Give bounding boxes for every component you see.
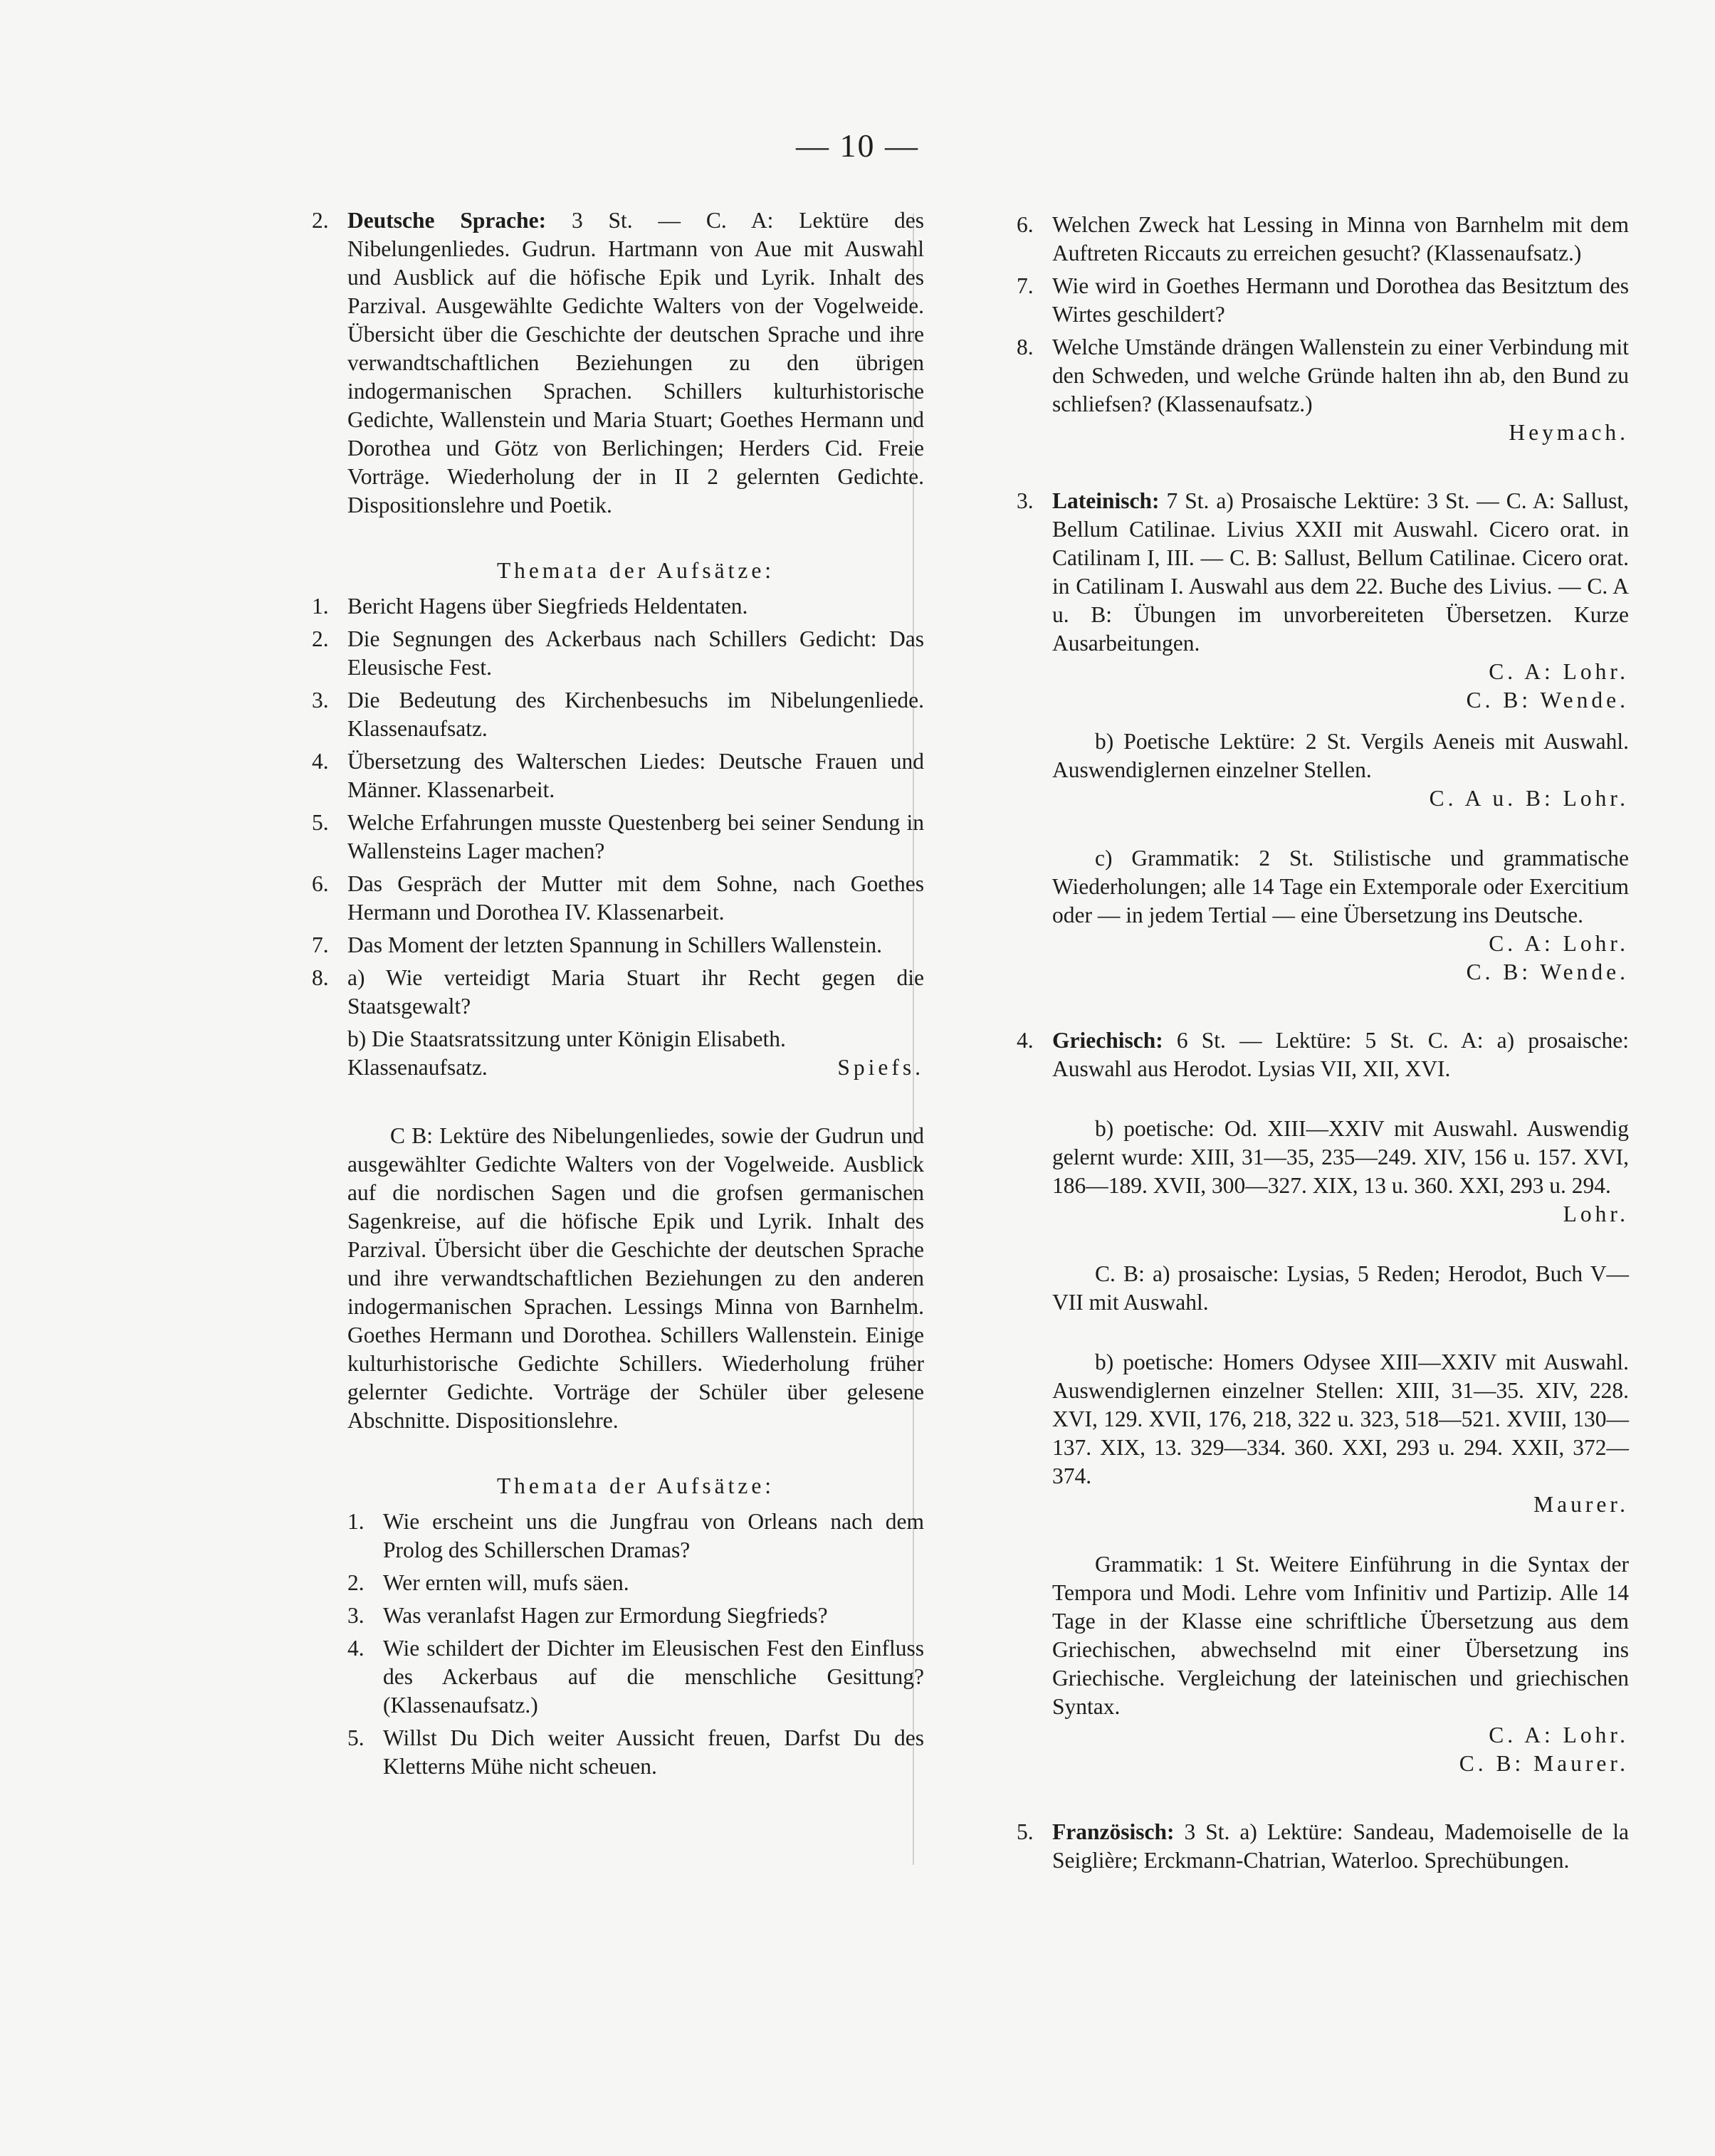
teacher-signature: Spiefs.: [837, 1055, 924, 1080]
item-number: 8.: [312, 965, 329, 990]
item-text: Was veranlafst Hagen zur Ermordung Siegfrieds?: [383, 1603, 828, 1628]
teacher-signature: C. A: Lohr.: [1489, 659, 1629, 684]
section-text: 3 St. — C. A: Lektüre des Nibelungenliedes. Gudrun. Hartmann von Aue mit Auswahl und Ausblick auf die höfische Epik und Lyrik. Inhalt des Parzival. Ausgewählte Gedichte Walters von der Vogelweide. Übersicht über die Geschichte der deutschen Sprache und ihre verwandtschaftlichen Beziehungen zu den übrigen indogermanischen Sprachen. Schillers kulturhistorische Gedichte, Wallenstein und Maria Stuart; Goethes Hermann und Dorothea und Götz von Berlichingen; Herders Cid. Freie Vorträge. Wiederholung der in II 2 gelernten Gedichte. Dispositionslehre und Poetik.: [347, 208, 925, 517]
section-heading: Lateinisch:: [1052, 488, 1160, 513]
latein-c-paragraph: c) Grammatik: 2 St. Stilistische und grammatische Wiederholungen; alle 14 Tage ein Extemporale oder Exercitium oder — in jedem Tertial — eine Übersetzung ins Deutsche.: [1052, 846, 1629, 927]
item-number: 7.: [1017, 273, 1034, 298]
teacher-signature: C. B: Wende.: [1466, 688, 1629, 712]
list-item: [1017, 333, 1629, 419]
item-number: 2.: [312, 626, 329, 651]
section-heading: Französisch:: [1052, 1819, 1175, 1844]
themata-heading: Themata der Aufsätze:: [496, 558, 775, 583]
item-text: Bericht Hagens über Siegfrieds Heldentaten.: [347, 594, 748, 619]
item-text: a) Wie verteidigt Maria Stuart ihr Recht gegen die Staatsgewalt?: [347, 965, 924, 1019]
teacher-signature: C. A: Lohr.: [1489, 931, 1629, 956]
griechisch-b-paragraph: b) poetische: Od. XIII—XXIV mit Auswahl. Auswendig gelernt wurde: XIII, 31—35, 235—249. XIV, 156 u. 157. XVI, 186—189. XVII, 300—327. XIX, 13 u. 360. XXI, 293 u. 294.: [1052, 1116, 1629, 1198]
teacher-signature: C. B: Wende.: [1466, 959, 1629, 984]
item-number: 6.: [1017, 212, 1034, 237]
left-column: [312, 206, 924, 1781]
section-heading: Griechisch:: [1052, 1028, 1163, 1053]
list-item: [347, 1724, 924, 1781]
themata-list-b: [312, 1508, 924, 1781]
right-column: [1017, 206, 1629, 1875]
list-item: [312, 686, 924, 743]
item-number: 7.: [312, 932, 329, 957]
cb-paragraph: C B: Lektüre des Nibelungenliedes, sowie der Gudrun und ausgewählter Gedichte Walters von der Vogelweide. Ausblick auf die nordischen Sagen und die grofsen germanischen Sagenkreise, auf die höfische Epik und Lyrik. Inhalt des Parzival. Übersicht über die Geschichte der deutschen Sprache und ihre verwandtschaftlichen Beziehungen zu den anderen indogermanischen Sprachen. Lessings Minna von Barnhelm. Goethes Hermann und Dorothea. Schillers Wallenstein. Einige kulturhistorische Gedichte Schillers. Wiederholung früher gelernter Gedichte. Vorträge der Schüler über gelesene Abschnitte. Dispositionslehre.: [347, 1123, 924, 1433]
teacher-signature: C. A: Lohr.: [1489, 1723, 1629, 1747]
item-text: Welche Erfahrungen musste Questenberg bei seiner Sendung in Wallensteins Lager machen?: [347, 810, 924, 863]
section-text: 3 St. a) Lektüre: Sandeau, Mademoiselle de la Seiglière; Erckmann-Chatrian, Waterloo. Sprechübungen.: [1052, 1819, 1629, 1873]
list-item: [347, 1634, 924, 1720]
list-item: [312, 870, 924, 927]
page-number: — 10 —: [796, 127, 919, 164]
item-text: Das Gespräch der Mutter mit dem Sohne, nach Goethes Hermann und Dorothea IV. Klassenarbeit.: [347, 871, 924, 925]
item-text: Wie schildert der Dichter im Eleusischen Fest den Einfluss des Ackerbaus auf die menschliche Gesittung? (Klassenaufsatz.): [383, 1636, 924, 1718]
themata-heading: Themata der Aufsätze:: [496, 1473, 775, 1498]
list-item: [312, 931, 924, 959]
list-item: [1017, 211, 1629, 268]
teacher-signature: C. B: Maurer.: [1459, 1751, 1629, 1776]
item-number: 4.: [347, 1636, 364, 1661]
section-number: 3.: [1017, 488, 1034, 513]
list-item: [1017, 272, 1629, 329]
item-text: Wie erscheint uns die Jungfrau von Orleans nach dem Prolog des Schillerschen Dramas?: [383, 1509, 924, 1562]
list-item: [312, 747, 924, 804]
list-item: [312, 964, 924, 1021]
item-text: Willst Du Dich weiter Aussicht freuen, Darfst Du des Kletterns Mühe nicht scheuen.: [383, 1725, 924, 1779]
item-text: Klassenaufsatz.: [347, 1055, 488, 1080]
item-text: Wie wird in Goethes Hermann und Dorothea das Besitztum des Wirtes geschildert?: [1052, 273, 1629, 327]
item-number: 5.: [347, 1725, 364, 1750]
item-text: Welchen Zweck hat Lessing in Minna von Barnhelm mit dem Auftreten Riccauts zu erreichen gesucht? (Klassenaufsatz.): [1052, 212, 1629, 265]
section-number: 4.: [1017, 1028, 1034, 1053]
list-item: [347, 1508, 924, 1565]
item-text: Wer ernten will, mufs säen.: [383, 1570, 629, 1595]
list-item: [347, 1602, 924, 1630]
item-text: Die Bedeutung des Kirchenbesuchs im Nibelungenliede. Klassenaufsatz.: [347, 688, 924, 741]
section-heading: Deutsche Sprache:: [347, 208, 547, 233]
teacher-signature: Heymach.: [1509, 420, 1629, 445]
section-franzoesisch: [1017, 1818, 1629, 1875]
item-number: 2.: [347, 1570, 364, 1595]
list-item: [312, 625, 924, 682]
list-item: [312, 809, 924, 866]
latein-b-paragraph: b) Poetische Lektüre: 2 St. Vergils Aeneis mit Auswahl. Auswendiglernen einzelner Stellen.: [1052, 729, 1629, 782]
list-item: [312, 592, 924, 621]
item-number: 1.: [347, 1509, 364, 1534]
section-number: 5.: [1017, 1819, 1034, 1844]
griechisch-cb-paragraph: C. B: a) prosaische: Lysias, 5 Reden; Herodot, Buch V—VII mit Auswahl.: [1052, 1261, 1629, 1315]
item-number: 8.: [1017, 335, 1034, 359]
item-number: 4.: [312, 749, 329, 774]
section-latein: [1017, 487, 1629, 715]
item-text: Übersetzung des Walterschen Liedes: Deutsche Frauen und Männer. Klassenarbeit.: [347, 749, 924, 802]
item-number: 3.: [347, 1603, 364, 1628]
section-griechisch: [1017, 1026, 1629, 1083]
section-number: 2.: [312, 208, 329, 233]
item-text: Welche Umstände drängen Wallenstein zu einer Verbindung mit den Schweden, und welche Gründe halten ihn ab, den Bund zu schliefsen? (Klassenaufsatz.): [1052, 335, 1629, 416]
item-number: 1.: [312, 594, 329, 619]
list-item: [347, 1569, 924, 1597]
section-text: 7 St. a) Prosaische Lektüre: 3 St. — C. A: Sallust, Bellum Catilinae. Livius XXII mit Auswahl. Cicero orat. in Catilinam I, III. — C. B: Sallust, Bellum Catilinae. Cicero orat. in Catilinam I. Auswahl aus dem 22. Buche des Livius. — C. A u. B: Übungen im unvorbereiteten Übersetzen. Kurze Ausarbeitungen.: [1052, 488, 1630, 656]
item-number: 5.: [312, 810, 329, 835]
list-item-8b: [312, 1025, 924, 1082]
griechisch-grammatik-paragraph: Grammatik: 1 St. Weitere Einführung in die Syntax der Tempora und Modi. Lehre vom Infinitiv und Partizip. Alle 14 Tage in der Klasse eine schriftliche Übersetzung aus dem Griechischen, abwechselnd mit einer Übersetzung ins Griechische. Vergleichung der lateinischen und griechischen Syntax.: [1052, 1552, 1629, 1719]
section-text: 6 St. — Lektüre: 5 St. C. A: a) prosaische: Auswahl aus Herodot. Lysias VII, XII, XVI.: [1052, 1028, 1630, 1081]
section-deutsch: [312, 206, 924, 520]
teacher-signature: C. A u. B: Lohr.: [1429, 786, 1629, 811]
themata-list-a: [312, 592, 924, 1082]
item-number: 6.: [312, 871, 329, 896]
item-number: 3.: [312, 688, 329, 712]
teacher-signature: Maurer.: [1533, 1492, 1629, 1517]
item-text: Die Segnungen des Ackerbaus nach Schillers Gedicht: Das Eleusische Fest.: [347, 626, 924, 680]
griechisch-cb-b-paragraph: b) poetische: Homers Odysee XIII—XXIV mit Auswahl. Auswendiglernen einzelner Stellen: XIII, 31—35. XIV, 228. XVI, 129. XVII, 176, 218, 322 u. 323, 518—521. XVIII, 130—137. XIX, 13. 329—334. 360. XXI, 293 u. 294. XXII, 372—374.: [1052, 1350, 1629, 1488]
themata-list-b-continued: [1017, 211, 1629, 447]
teacher-signature: Lohr.: [1563, 1201, 1629, 1226]
item-text: b) Die Staatsratssitzung unter Königin Elisabeth.: [347, 1026, 786, 1051]
item-text: Das Moment der letzten Spannung in Schillers Wallenstein.: [347, 932, 882, 957]
